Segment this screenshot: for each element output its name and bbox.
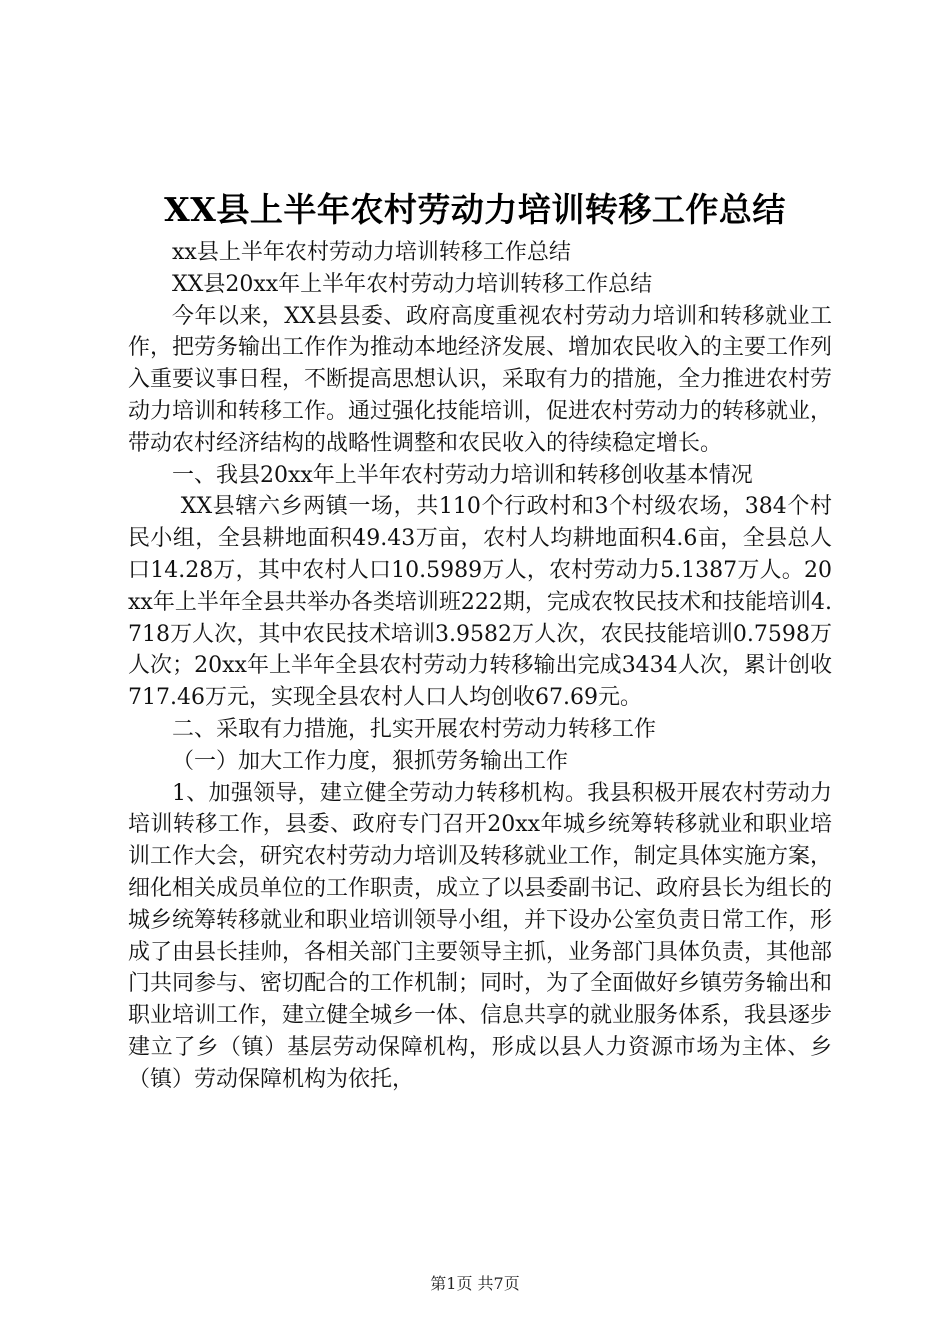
document-title: XX县上半年农村劳动力培训转移工作总结 (164, 190, 786, 229)
page-footer: 第1页 共7页 (430, 1274, 520, 1293)
paragraph-intro: 今年以来，XX县县委、政府高度重视农村劳动力培训和转移就业工作，把劳务输出工作作为推动本地经济发展、增加农民收入的主要工作列入重要议事日程，不断提高思想认识，采取有力的措施，全力推进农村劳动力培训和转移工作。通过强化技能培训，促进农村劳动力的转移就业，带动农村经济结构的战略性调整和农民收入的待续稳定增长。 (128, 303, 833, 456)
paragraph-leadership: 1、加强领导，建立健全劳动力转移机构。我县积极开展农村劳动力培训转移工作，县委、政府专门召开20xx年城乡统筹转移就业和职业培训工作大会，研究农村劳动力培训及转移就业工作，制定具体实施方案，细化相关成员单位的工作职责，成立了以县委副书记、政府县长为组长的城乡统筹转移就业和职业培训领导小组，并下设办公室负责日常工作，形成了由县长挂帅，各相关部门主要领导主抓，业务部门具体负责，其他部门共同参与、密切配合的工作机制；同时，为了全面做好乡镇劳务输出和职业培训工作，建立健全城乡一体、信息共享的就业服务体系，我县逐步建立了乡（镇）基层劳动保障机构，形成以县人力资源市场为主体、乡（镇）劳动保障机构为依托， (128, 780, 833, 1092)
paragraph-basic-situation: XX县辖六乡两镇一场，共110个行政村和3个村级农场，384个村民小组，全县耕地面积49.43万亩，农村人均耕地面积4.6亩，全县总人口14.28万，其中农村人口10.5989万人，农村劳动力5.1387万人。20xx年上半年全县共举办各类培训班222期，完成农牧民技术和技能培训4.718万人次，其中农民技术培训3.9582万人次，农民技能培训0.7598万人次；20xx年上半年全县农村劳动力转移输出完成3434人次，累计创收717.46万元，实现全县农村人口人均创收67.69元。 (128, 494, 832, 711)
section-heading-2: 二、采取有力措施，扎实开展农村劳动力转移工作 (172, 716, 657, 742)
subsection-heading-1: （一）加大工作力度，狠抓劳务输出工作 (172, 748, 569, 774)
paragraph-subtitle: xx县上半年农村劳动力培训转移工作总结 (172, 240, 571, 265)
section-heading-1: 一、我县20xx年上半年农村劳动力培训和转移创收基本情况 (172, 462, 753, 488)
paragraph-heading: XX县20xx年上半年农村劳动力培训转移工作总结 (172, 271, 653, 297)
document-body (128, 237, 832, 1096)
